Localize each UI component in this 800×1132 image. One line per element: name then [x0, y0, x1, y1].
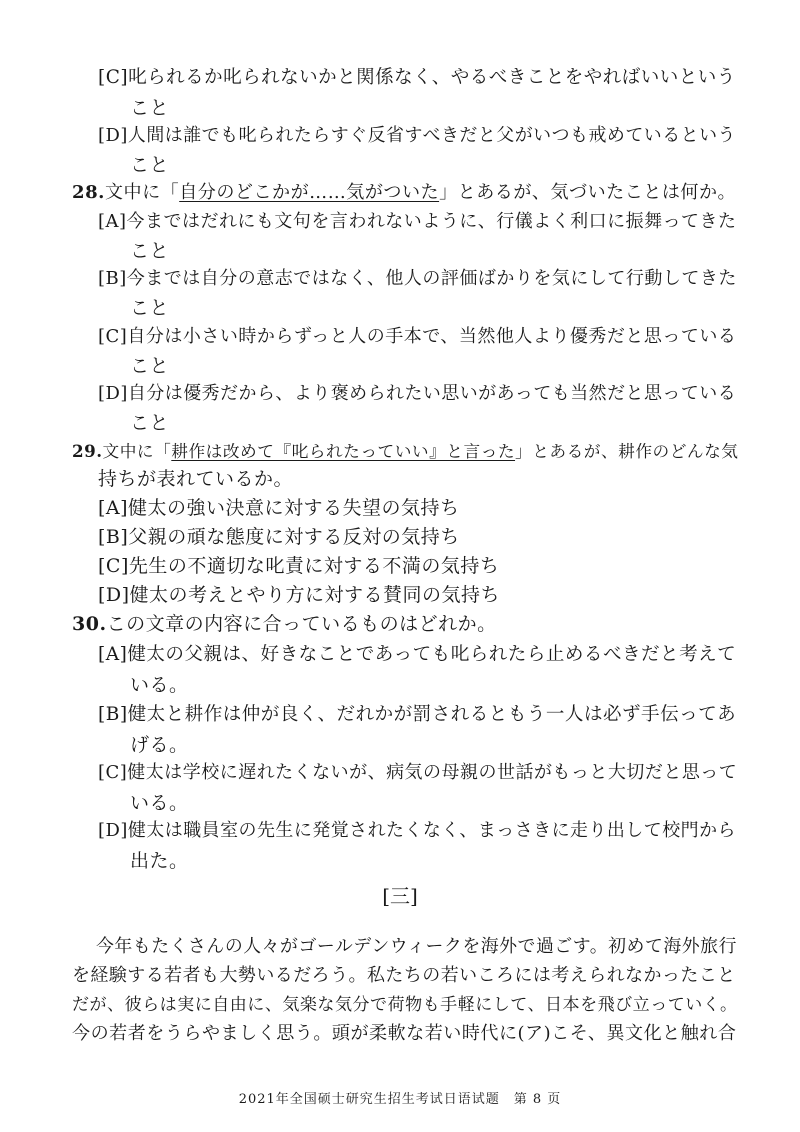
page-footer: 2021年全国硕士研究生招生考试日语试题 第 8 页: [238, 1092, 562, 1107]
q28-option-a-cont: こと: [130, 240, 170, 262]
q28-post: 」とあるが、気づいたことは何か。: [439, 182, 737, 203]
q28-underlined: 自分のどこかが……気がついた: [179, 182, 440, 203]
q28-option-a: [A]今まではだれにも文句を言われないように、行儀よく利口に振舞ってきた: [98, 211, 737, 232]
q28-option-b-cont: こと: [130, 297, 170, 319]
q30-option-a: [A]健太の父親は、好きなことであっても叱られたら止めるべきだと考えて: [98, 644, 737, 665]
q28-pre: 文中に「: [104, 182, 180, 203]
q28-option-c-cont: こと: [130, 355, 170, 377]
paragraph-line-1: 今年もたくさんの人々がゴールデンウィークを海外で過ごす。初めて海外旅行: [96, 936, 737, 957]
q27-option-d-cont: こと: [130, 154, 170, 176]
q28-question: [72, 181, 736, 205]
q30-option-c: [C]健太は学校に遅れたくないが、病気の母親の世話がもっと大切だと思って: [98, 762, 738, 783]
q29-option-d: [D]健太の考えとやり方に対する賛同の気持ち: [98, 584, 501, 606]
q29-option-a: [A]健太の強い決意に対する失望の気持ち: [98, 497, 460, 519]
q30-option-a-cont: いる。: [130, 674, 189, 696]
q29-pre: 文中に「: [102, 442, 172, 461]
paragraph-line-3: だが、彼らは実に自由に、気楽な気分で荷物も手軽にして、日本を飛び立っていく。: [72, 995, 738, 1015]
q28-option-d: [D]自分は優秀だから、より褒められたい思いがあっても当然だと思っている: [98, 383, 737, 404]
q27-option-c-cont: こと: [130, 97, 170, 119]
q30-question: [72, 612, 497, 636]
q28-option-b: [B]今までは自分の意志ではなく、他人の評価ばかりを気にして行動してきた: [98, 268, 737, 289]
q27-option-d: [D]人間は誰でも叱られたらすぐ反省すべきだと父がいつも戒めているという: [98, 125, 736, 146]
q29-question: [72, 439, 738, 464]
q28-number: 28.: [72, 182, 105, 203]
section-title: [三]: [382, 884, 418, 908]
q28-option-c: [C]自分は小さい時からずっと人の手本で、当然他人より優秀だと思っている: [98, 326, 737, 347]
q30-option-d: [D]健太は職員室の先生に発覚されたくなく、まっさきに走り出して校門から: [98, 820, 736, 841]
q30-option-d-cont: 出た。: [130, 850, 189, 872]
q30-option-c-cont: いる。: [130, 792, 189, 814]
q30-option-b: [B]健太と耕作は仲が良く、だれかが罰されるともう一人は必ず手伝ってあ: [98, 704, 737, 725]
q29-underlined: 耕作は改めて『叱られたっていい』と言った: [171, 442, 516, 461]
q29-number: 29.: [72, 441, 103, 461]
q30-number: 30.: [72, 613, 107, 635]
q29-post: 」とあるが、耕作のどんな気: [515, 442, 739, 461]
paragraph-line-2: を経験する若者も大勢いるだろう。私たちの若いころには考えられなかったこと: [72, 965, 736, 986]
q30-text: この文章の内容に合っているものはどれか。: [106, 613, 497, 635]
q28-option-d-cont: こと: [130, 412, 170, 434]
q29-option-b: [B]父親の頑な態度に対する反対の気持ち: [98, 526, 460, 548]
q27-option-c: [C]叱られるか叱られないかと関係なく、やるべきことをやればいいという: [98, 67, 736, 88]
paragraph-line-4: 今の若者をうらやましく思う。頭が柔軟な若い時代に(ア)こそ、異文化と触れ合: [72, 1023, 737, 1044]
q30-option-b-cont: げる。: [130, 734, 189, 756]
q29-question-cont: 持ちが表れているか。: [98, 468, 294, 490]
q29-option-c: [C]先生の不適切な叱責に対する不満の気持ち: [98, 555, 500, 577]
